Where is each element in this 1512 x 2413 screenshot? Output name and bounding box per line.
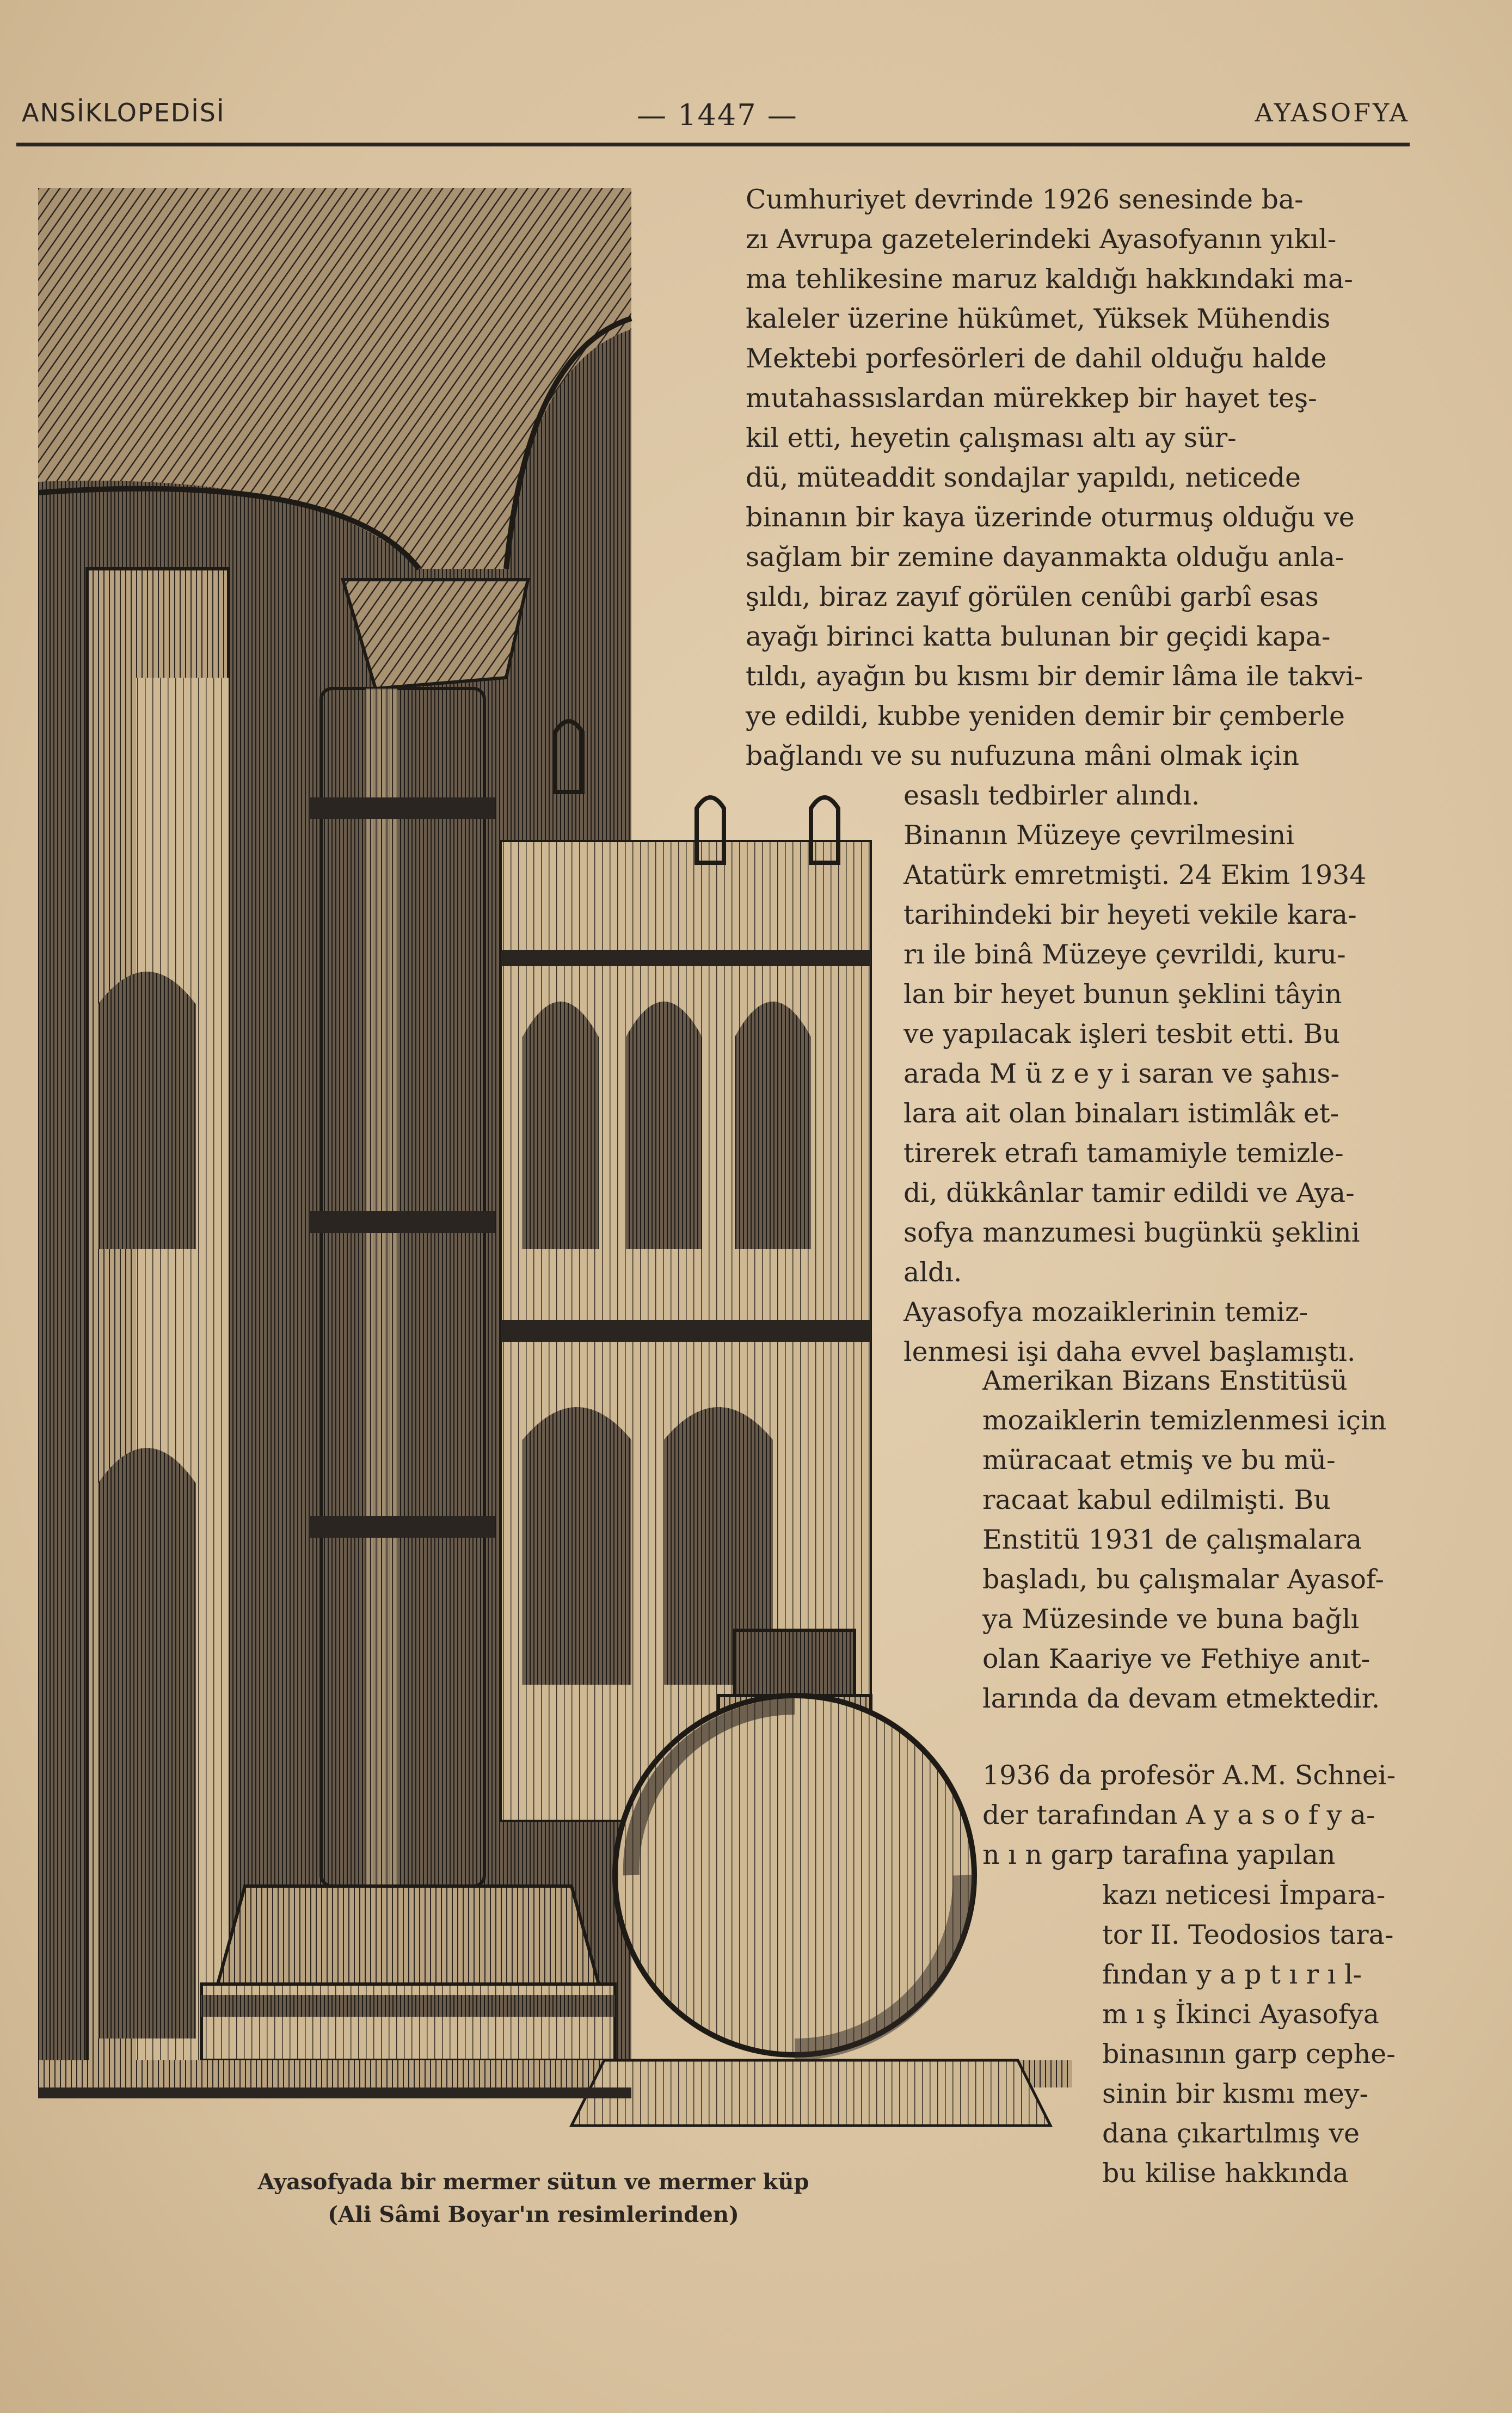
running-header: [16, 98, 1410, 142]
text-line: lan bir heyet bunun şeklini tâyin: [903, 979, 1342, 1010]
text-line: arada M ü z e y i saran ve şahıs-: [903, 1058, 1340, 1089]
text-line: ve yapılacak işleri tesbit etti. Bu: [903, 1018, 1341, 1049]
text-line: binasının garp cephe-: [1102, 2039, 1396, 2070]
text-line: Cumhuriyet devrinde 1926 senesinde ba-: [746, 184, 1304, 215]
text-line: bağlandı ve su nufuzuna mâni olmak için: [746, 740, 1300, 771]
text-line: rı ile binâ Müzeye çevrildi, kuru-: [903, 939, 1346, 970]
text-line: dü, müteaddit sondajlar yapıldı, neticede: [746, 462, 1301, 493]
text-line: binanın bir kaya üzerinde oturmuş olduğu ve: [746, 502, 1355, 533]
text-line: bu kilise hakkında: [1102, 2158, 1349, 2189]
text-line: sofya manzumesi bugünkü şeklini: [903, 1217, 1360, 1248]
text-line: di, dükkânlar tamir edildi ve Aya-: [903, 1177, 1355, 1208]
text-line: müracaat etmiş ve bu mü-: [982, 1445, 1336, 1476]
text-line: larında da devam etmektedir.: [982, 1683, 1380, 1714]
text-line: tirerek etrafı tamamiyle temizle-: [903, 1138, 1344, 1169]
text-line: ye edildi, kubbe yeniden demir bir çemberle: [746, 701, 1345, 732]
text-line: sağlam bir zemine dayanmakta olduğu anla-: [746, 542, 1344, 573]
text-line: başladı, bu çalışmalar Ayasof-: [982, 1564, 1384, 1595]
text-line: tarihindeki bir heyeti vekile kara-: [903, 899, 1357, 930]
header-rule: [16, 143, 1410, 146]
text-line: fından y a p t ı r ı l-: [1102, 1959, 1362, 1990]
body-text-block-d: [982, 1755, 1412, 1875]
text-line: kaleler üzerine hükûmet, Yüksek Mühendis: [746, 303, 1331, 334]
text-line: olan Kaariye ve Fethiye anıt-: [982, 1643, 1370, 1674]
text-line: kazı neticesi İmpara-: [1102, 1880, 1386, 1911]
text-line: ma tehlikesine maruz kaldığı hakkındaki ma-: [746, 263, 1353, 294]
text-line: aldı.: [903, 1257, 962, 1288]
text-line: Ayasofya mozaiklerinin temiz-: [903, 1297, 1308, 1328]
header-book-title: ANSİKLOPEDİSİ: [22, 98, 225, 127]
text-line: Mektebi porfesörleri de dahil olduğu halde: [746, 343, 1327, 374]
text-line: lenmesi işi daha evvel başlamıştı.: [903, 1336, 1356, 1367]
text-line: 1936 da profesör A.M. Schnei-: [982, 1760, 1396, 1791]
text-line: Atatürk emretmişti. 24 Ekim 1934: [903, 859, 1367, 891]
text-line: ayağı birinci katta bulunan bir geçidi kapa-: [746, 621, 1331, 652]
text-line: Enstitü 1931 de çalışmalara: [982, 1524, 1362, 1555]
text-line: mutahassıslardan mürekkep bir hayet teş-: [746, 383, 1317, 414]
text-line: dana çıkartılmış ve: [1102, 2118, 1360, 2149]
text-line: tıldı, ayağın bu kısmı bir demir lâma ile takvi-: [746, 661, 1363, 692]
text-line: der tarafından A y a s o f y a-: [982, 1800, 1375, 1831]
text-line: şıldı, biraz zayıf görülen cenûbi garbî esas: [746, 581, 1319, 612]
text-line: mozaiklerin temizlenmesi için: [982, 1405, 1387, 1436]
text-line: Amerikan Bizans Enstitüsü: [982, 1365, 1348, 1396]
text-line: n ı n garp tarafına yapılan: [982, 1839, 1336, 1870]
text-line: kil etti, heyetin çalışması altı ay sür-: [746, 422, 1237, 453]
body-text-block-a: [746, 180, 1412, 776]
text-line: ya Müzesinde ve buna bağlı: [982, 1604, 1360, 1635]
page-number: — 1447 —: [637, 98, 798, 132]
illustration-caption-line-1: Ayasofyada bir mermer sütun ve mermer küp: [257, 2169, 809, 2195]
column-capital: [343, 580, 528, 689]
header-entry-title: AYASOFYA: [1255, 98, 1410, 127]
body-text-block-e: [1102, 1875, 1412, 2193]
body-text-block-b: [903, 776, 1412, 1372]
text-line: sinin bir kısmı mey-: [1102, 2078, 1369, 2109]
text-line: tor II. Teodosios tara-: [1102, 1919, 1394, 1950]
text-line: m ı ş İkinci Ayasofya: [1102, 1999, 1379, 2030]
body-text-block-c: [982, 1361, 1412, 1718]
text-line: Binanın Müzeye çevrilmesini: [903, 820, 1295, 851]
illustration-caption-line-2: (Ali Sâmi Boyar'ın resimlerinden): [328, 2202, 739, 2227]
marble-column: [321, 689, 484, 1886]
text-line: zı Avrupa gazetelerindeki Ayasofyanın yıkıl-: [746, 224, 1337, 255]
text-line: racaat kabul edilmişti. Bu: [982, 1484, 1331, 1515]
column-pedestal: [218, 1886, 599, 1984]
text-line: lara ait olan binaları istimlâk et-: [903, 1098, 1339, 1129]
text-line: esaslı tedbirler alındı.: [903, 780, 1200, 811]
